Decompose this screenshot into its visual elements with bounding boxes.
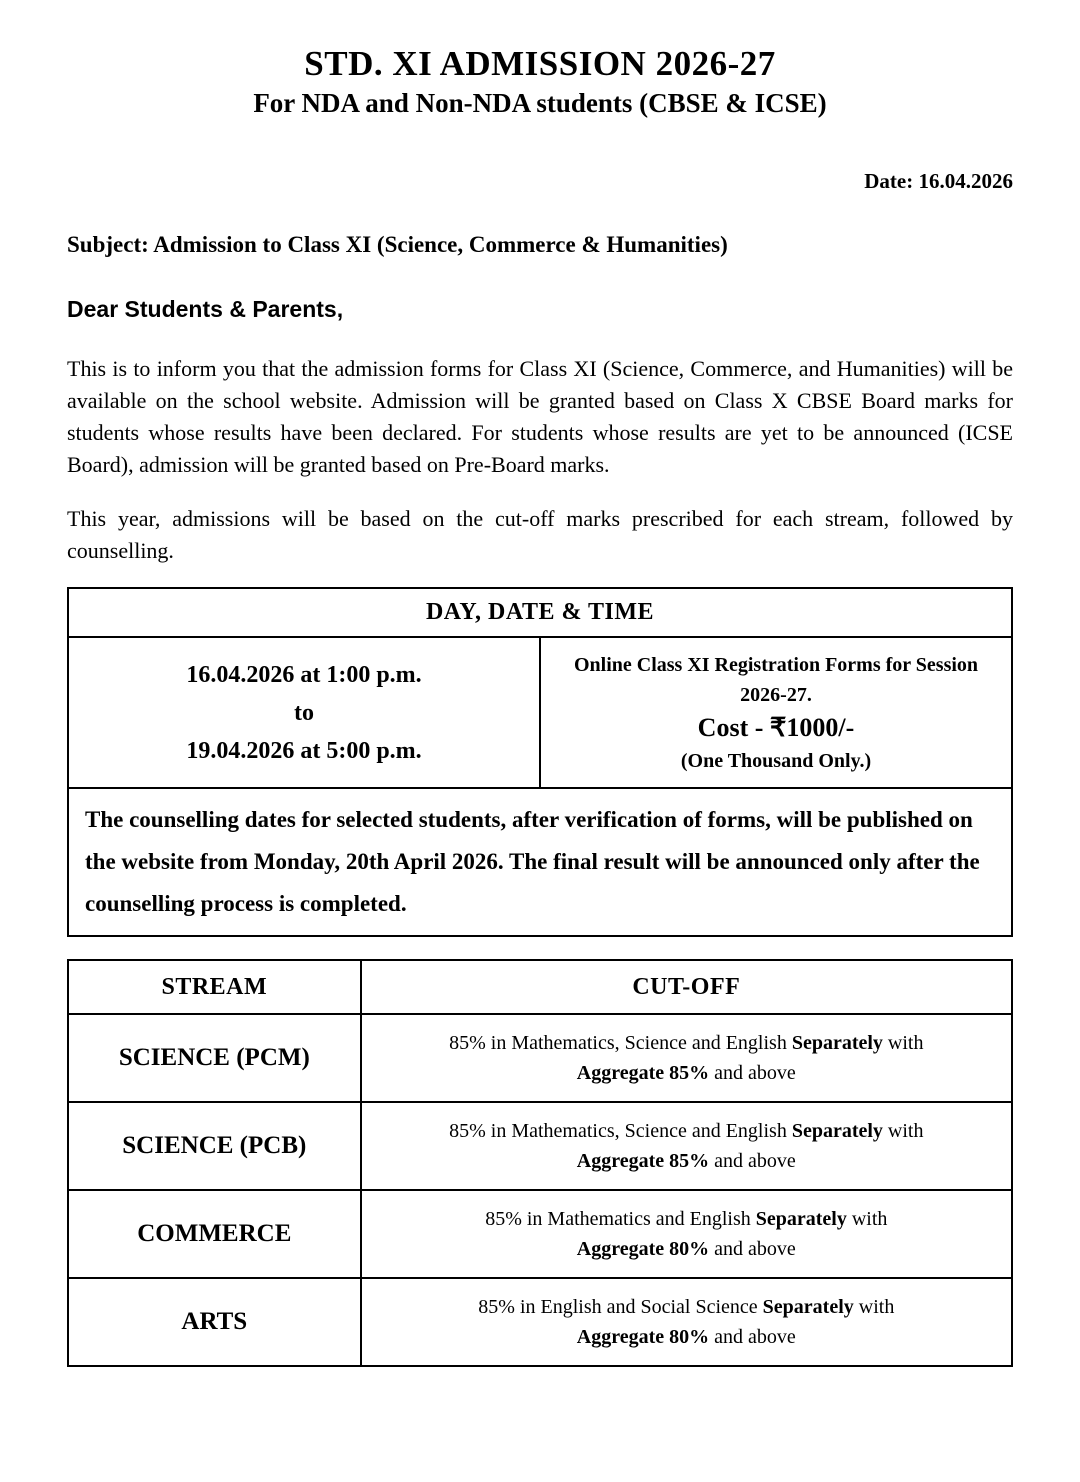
subject-line: Subject: Admission to Class XI (Science, Commerce & Humanities) xyxy=(67,232,728,258)
cutoff-table-row xyxy=(68,1014,1012,1102)
cutoff-intro-paragraph: This year, admissions will be based on the cut-off marks prescribed for each stream, followed by counselling. xyxy=(67,506,1013,564)
cutoff-text-segment: Aggregate 85% xyxy=(576,1062,710,1085)
page-subtitle: For NDA and Non-NDA students (CBSE & ICSE) xyxy=(253,88,827,119)
counselling-note-row xyxy=(68,788,1012,936)
registration-details xyxy=(540,637,1012,788)
counselling-note: The counselling dates for selected students, after verification of forms, will be published on the website from Monday, 20th April 2026. The final result will be announced only after the counselling process is completed. xyxy=(68,788,1012,936)
cutoff-text-segment: with xyxy=(882,1120,924,1143)
cutoff-text-segment: 85% in Mathematics and English xyxy=(485,1208,756,1231)
schedule-table xyxy=(67,587,1013,937)
cutoff-table xyxy=(67,959,1013,1367)
cutoff-text-segment: 85% in Mathematics, Science and English xyxy=(449,1120,792,1143)
cutoff-text-segment: 85% in Mathematics, Science and English xyxy=(449,1032,792,1055)
intro-paragraph: This is to inform you that the admission forms for Class XI (Science, Commerce, and Humanities) will be available on the school website. Admission will be granted based on Class X CBSE Board marks for students whose results have been declared. For students whose results are yet to be announced (ICSE Board), admission will be granted based on Pre-Board marks. xyxy=(67,356,1013,478)
registration-window xyxy=(68,637,540,788)
window-to: to xyxy=(294,699,314,726)
cutoff-text-segment: and above xyxy=(709,1062,796,1085)
schedule-table-row xyxy=(68,637,1012,788)
cutoff-description xyxy=(361,1014,1012,1102)
cutoff-column-header: CUT-OFF xyxy=(361,960,1012,1014)
stream-name: SCIENCE (PCM) xyxy=(68,1014,361,1102)
cutoff-text-segment: Aggregate 80% xyxy=(576,1238,710,1261)
cutoff-text-segment: with xyxy=(846,1208,888,1231)
registration-cost-words: (One Thousand Only.) xyxy=(680,749,872,772)
cutoff-description xyxy=(361,1278,1012,1366)
registration-cost: Cost - ₹1000/- xyxy=(697,712,855,742)
registration-description: Online Class XI Registration Forms for Session 2026-27. xyxy=(573,653,979,706)
cutoff-table-row xyxy=(68,1102,1012,1190)
cutoff-text-segment: with xyxy=(853,1296,895,1319)
cutoff-table-header-row xyxy=(68,960,1012,1014)
page-title: STD. XI ADMISSION 2026-27 xyxy=(304,44,776,83)
schedule-table-header-row xyxy=(68,588,1012,637)
stream-name: COMMERCE xyxy=(68,1190,361,1278)
cutoff-description xyxy=(361,1102,1012,1190)
cutoff-text-segment: and above xyxy=(709,1238,796,1261)
window-end: 19.04.2026 at 5:00 p.m. xyxy=(186,737,422,764)
cutoff-table-row xyxy=(68,1278,1012,1366)
cutoff-text-segment: Separately xyxy=(755,1208,847,1231)
cutoff-text-segment: Aggregate 85% xyxy=(576,1150,710,1173)
schedule-table-title: DAY, DATE & TIME xyxy=(68,588,1012,637)
cutoff-text-segment: Separately xyxy=(791,1032,883,1055)
date-label: Date: 16.04.2026 xyxy=(864,169,1013,194)
stream-column-header: STREAM xyxy=(68,960,361,1014)
stream-name: ARTS xyxy=(68,1278,361,1366)
cutoff-text-segment: and above xyxy=(709,1326,796,1349)
window-start: 16.04.2026 at 1:00 p.m. xyxy=(186,661,422,688)
cutoff-table-row xyxy=(68,1190,1012,1278)
cutoff-text-segment: Aggregate 80% xyxy=(576,1326,710,1349)
cutoff-text-segment: with xyxy=(882,1032,924,1055)
stream-name: SCIENCE (PCB) xyxy=(68,1102,361,1190)
cutoff-text-segment: Separately xyxy=(791,1120,883,1143)
cutoff-text-segment: and above xyxy=(709,1150,796,1173)
salutation: Dear Students & Parents, xyxy=(67,296,344,323)
cutoff-text-segment: Separately xyxy=(762,1296,854,1319)
cutoff-text-segment: 85% in English and Social Science xyxy=(478,1296,763,1319)
cutoff-description xyxy=(361,1190,1012,1278)
